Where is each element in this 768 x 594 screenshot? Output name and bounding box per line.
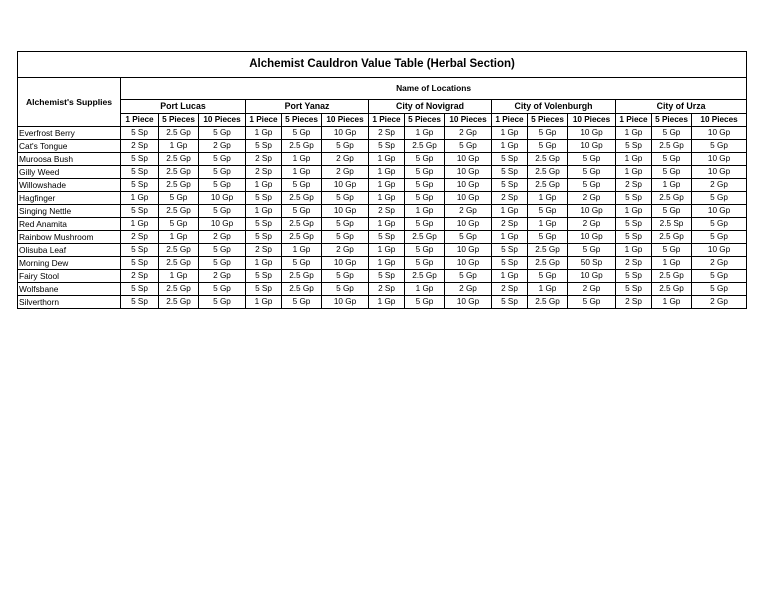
price-cell: 10 Gp: [692, 127, 747, 140]
price-cell: 5 Gp: [528, 270, 568, 283]
price-cell: 5 Gp: [405, 218, 445, 231]
price-cell: 2.5 Gp: [652, 192, 692, 205]
price-cell: 5 Sp: [121, 244, 159, 257]
price-cell: 10 Gp: [199, 218, 246, 231]
price-cell: 10 Gp: [568, 127, 616, 140]
price-cell: 5 Gp: [282, 127, 322, 140]
price-cell: 5 Gp: [199, 127, 246, 140]
price-cell: 10 Gp: [568, 270, 616, 283]
price-cell: 10 Gp: [445, 153, 492, 166]
table-title: Alchemist Cauldron Value Table (Herbal Section): [18, 52, 747, 78]
price-cell: 10 Gp: [445, 166, 492, 179]
price-cell: 5 Gp: [199, 244, 246, 257]
price-cell: 2 Gp: [199, 231, 246, 244]
supply-name: Everfrost Berry: [18, 127, 121, 140]
price-cell: 5 Sp: [492, 257, 528, 270]
price-cell: 5 Gp: [405, 179, 445, 192]
price-cell: 10 Gp: [568, 231, 616, 244]
supplies-column-header: Alchemist's Supplies: [18, 78, 121, 127]
price-cell: 2.5 Gp: [652, 231, 692, 244]
supply-name: Gilly Weed: [18, 166, 121, 179]
price-cell: 5 Gp: [528, 205, 568, 218]
location-header-city-of-volenburgh: City of Volenburgh: [492, 100, 616, 114]
price-cell: 5 Gp: [199, 153, 246, 166]
price-cell: 5 Gp: [528, 127, 568, 140]
price-cell: 2.5 Gp: [159, 244, 199, 257]
table-row: [18, 192, 747, 205]
price-cell: 10 Gp: [199, 192, 246, 205]
price-cell: 2 Sp: [492, 218, 528, 231]
price-cell: 2 Sp: [369, 205, 405, 218]
price-cell: 2.5 Gp: [282, 270, 322, 283]
price-cell: 5 Gp: [199, 166, 246, 179]
price-cell: 2.5 Gp: [282, 231, 322, 244]
price-cell: 2.5 Gp: [405, 270, 445, 283]
supply-name: Hagfinger: [18, 192, 121, 205]
price-cell: 5 Gp: [445, 231, 492, 244]
price-cell: 5 Gp: [568, 296, 616, 309]
price-cell: 5 Gp: [652, 244, 692, 257]
price-cell: 5 Sp: [246, 231, 282, 244]
price-cell: 5 Gp: [568, 244, 616, 257]
location-header-city-of-urza: City of Urza: [616, 100, 747, 114]
table-row: [18, 140, 747, 153]
location-header-city-of-novigrad: City of Novigrad: [369, 100, 492, 114]
price-cell: 5 Gp: [322, 231, 369, 244]
price-cell: 2.5 Gp: [159, 153, 199, 166]
table-row: [18, 231, 747, 244]
price-cell: 1 Gp: [369, 296, 405, 309]
price-cell: 5 Gp: [199, 257, 246, 270]
quantity-header: 5 Pieces: [528, 114, 568, 127]
price-cell: 5 Sp: [616, 283, 652, 296]
price-cell: 5 Sp: [616, 270, 652, 283]
price-cell: 5 Gp: [568, 166, 616, 179]
location-header-port-lucas: Port Lucas: [121, 100, 246, 114]
price-cell: 5 Sp: [616, 218, 652, 231]
price-cell: 5 Sp: [121, 179, 159, 192]
price-cell: 5 Gp: [199, 179, 246, 192]
price-cell: 2.5 Gp: [282, 140, 322, 153]
quantity-header: 10 Pieces: [445, 114, 492, 127]
supply-name: Rainbow Mushroom: [18, 231, 121, 244]
price-cell: 5 Gp: [322, 192, 369, 205]
price-cell: 1 Gp: [282, 244, 322, 257]
price-cell: 1 Gp: [616, 153, 652, 166]
table-row: [18, 153, 747, 166]
price-cell: 2 Gp: [322, 166, 369, 179]
price-cell: 5 Gp: [692, 140, 747, 153]
price-cell: 5 Sp: [246, 218, 282, 231]
price-cell: 2 Gp: [322, 153, 369, 166]
price-cell: 5 Gp: [405, 153, 445, 166]
price-cell: 5 Gp: [199, 205, 246, 218]
price-cell: 2.5 Gp: [159, 283, 199, 296]
price-cell: 5 Sp: [492, 153, 528, 166]
price-cell: 1 Gp: [492, 270, 528, 283]
price-cell: 2 Sp: [246, 244, 282, 257]
price-cell: 5 Gp: [692, 270, 747, 283]
price-cell: 2 Gp: [692, 179, 747, 192]
price-cell: 1 Gp: [369, 218, 405, 231]
price-cell: 5 Gp: [692, 218, 747, 231]
price-cell: 1 Gp: [492, 140, 528, 153]
price-cell: 1 Gp: [246, 296, 282, 309]
price-cell: 2 Gp: [445, 127, 492, 140]
price-cell: 1 Gp: [652, 296, 692, 309]
price-cell: 5 Gp: [652, 166, 692, 179]
quantity-header: 5 Pieces: [282, 114, 322, 127]
price-cell: 2.5 Gp: [159, 257, 199, 270]
quantity-header: 5 Pieces: [159, 114, 199, 127]
price-cell: 2.5 Gp: [528, 179, 568, 192]
price-cell: 5 Gp: [322, 140, 369, 153]
price-cell: 1 Gp: [616, 205, 652, 218]
price-cell: 2 Sp: [369, 127, 405, 140]
price-cell: 2.5 Gp: [282, 283, 322, 296]
quantity-header-row: [18, 114, 747, 127]
supply-name: Morning Dew: [18, 257, 121, 270]
price-cell: 5 Gp: [568, 179, 616, 192]
price-cell: 1 Gp: [246, 127, 282, 140]
price-cell: 2.5 Gp: [528, 166, 568, 179]
price-cell: 2 Sp: [616, 257, 652, 270]
price-cell: 1 Gp: [369, 244, 405, 257]
price-cell: 1 Gp: [405, 205, 445, 218]
price-cell: 10 Gp: [322, 127, 369, 140]
quantity-header: 10 Pieces: [568, 114, 616, 127]
price-cell: 2.5 Gp: [282, 192, 322, 205]
price-cell: 5 Sp: [369, 270, 405, 283]
table-row: [18, 166, 747, 179]
price-cell: 5 Sp: [492, 244, 528, 257]
price-cell: 2 Gp: [692, 257, 747, 270]
quantity-header: 10 Pieces: [692, 114, 747, 127]
price-cell: 5 Sp: [616, 140, 652, 153]
price-cell: 1 Gp: [492, 127, 528, 140]
quantity-header: 5 Pieces: [405, 114, 445, 127]
quantity-header: 1 Piece: [246, 114, 282, 127]
price-cell: 5 Sp: [492, 296, 528, 309]
price-cell: 1 Gp: [369, 166, 405, 179]
price-cell: 1 Gp: [159, 270, 199, 283]
price-cell: 2.5 Gp: [159, 179, 199, 192]
price-cell: 1 Gp: [405, 283, 445, 296]
price-cell: 5 Gp: [282, 179, 322, 192]
table-row: [18, 205, 747, 218]
price-cell: 2 Gp: [445, 205, 492, 218]
price-cell: 50 Sp: [568, 257, 616, 270]
price-cell: 10 Gp: [322, 257, 369, 270]
supply-name: Muroosa Bush: [18, 153, 121, 166]
table-row: [18, 296, 747, 309]
price-cell: 2 Gp: [322, 244, 369, 257]
price-cell: 1 Gp: [246, 179, 282, 192]
price-cell: 5 Gp: [159, 192, 199, 205]
price-cell: 2.5 Gp: [652, 283, 692, 296]
price-cell: 1 Gp: [159, 140, 199, 153]
price-cell: 2 Sp: [246, 166, 282, 179]
price-cell: 5 Gp: [282, 205, 322, 218]
price-cell: 2 Sp: [492, 283, 528, 296]
price-cell: 2 Sp: [369, 283, 405, 296]
price-cell: 2 Sp: [121, 140, 159, 153]
quantity-header: 10 Pieces: [322, 114, 369, 127]
price-cell: 5 Sp: [492, 179, 528, 192]
price-cell: 10 Gp: [445, 218, 492, 231]
price-cell: 10 Gp: [445, 179, 492, 192]
price-cell: 2 Gp: [568, 192, 616, 205]
price-cell: 5 Sp: [369, 140, 405, 153]
price-cell: 5 Sp: [616, 231, 652, 244]
price-cell: 5 Gp: [528, 140, 568, 153]
quantity-header: 1 Piece: [616, 114, 652, 127]
price-cell: 10 Gp: [692, 166, 747, 179]
price-cell: 2 Gp: [568, 218, 616, 231]
price-cell: 1 Gp: [369, 179, 405, 192]
price-cell: 5 Gp: [405, 166, 445, 179]
price-cell: 2 Gp: [199, 270, 246, 283]
price-cell: 2 Gp: [445, 283, 492, 296]
price-cell: 10 Gp: [445, 192, 492, 205]
price-cell: 5 Gp: [405, 257, 445, 270]
price-cell: 5 Gp: [568, 153, 616, 166]
supply-name: Olisuba Leaf: [18, 244, 121, 257]
price-cell: 10 Gp: [445, 257, 492, 270]
price-cell: 5 Gp: [445, 270, 492, 283]
price-cell: 1 Gp: [616, 127, 652, 140]
price-cell: 5 Gp: [282, 257, 322, 270]
price-cell: 2 Sp: [492, 192, 528, 205]
price-cell: 5 Gp: [405, 244, 445, 257]
price-cell: 1 Gp: [246, 257, 282, 270]
price-cell: 2.5 Gp: [528, 296, 568, 309]
price-cell: 2.5 Gp: [282, 218, 322, 231]
quantity-header: 1 Piece: [492, 114, 528, 127]
price-cell: 5 Sp: [246, 283, 282, 296]
price-cell: 2.5 Gp: [159, 296, 199, 309]
price-cell: 1 Gp: [492, 205, 528, 218]
table-row: [18, 283, 747, 296]
table-row: [18, 179, 747, 192]
price-cell: 10 Gp: [568, 140, 616, 153]
price-cell: 1 Gp: [405, 127, 445, 140]
price-cell: 1 Gp: [159, 231, 199, 244]
price-cell: 2.5 Gp: [159, 205, 199, 218]
supply-name: Red Anamita: [18, 218, 121, 231]
price-cell: 5 Sp: [246, 192, 282, 205]
quantity-header: 1 Piece: [121, 114, 159, 127]
quantity-header: 1 Piece: [369, 114, 405, 127]
price-cell: 2.5 Gp: [405, 140, 445, 153]
quantity-header: 5 Pieces: [652, 114, 692, 127]
locations-header: Name of Locations: [121, 78, 747, 100]
price-cell: 2.5 Gp: [652, 140, 692, 153]
price-cell: 5 Gp: [528, 231, 568, 244]
price-cell: 5 Gp: [199, 283, 246, 296]
price-cell: 5 Sp: [121, 153, 159, 166]
table-body: [18, 127, 747, 309]
price-cell: 1 Gp: [492, 231, 528, 244]
city-header-row: [18, 100, 747, 114]
price-cell: 2.5 Gp: [528, 153, 568, 166]
price-cell: 10 Gp: [692, 153, 747, 166]
price-cell: 2 Sp: [246, 153, 282, 166]
table-row: [18, 218, 747, 231]
price-cell: 1 Gp: [528, 192, 568, 205]
price-cell: 5 Gp: [692, 283, 747, 296]
supply-name: Silverthorn: [18, 296, 121, 309]
price-cell: 5 Gp: [692, 231, 747, 244]
price-cell: 5 Gp: [282, 296, 322, 309]
price-cell: 10 Gp: [692, 205, 747, 218]
price-cell: 10 Gp: [322, 296, 369, 309]
price-cell: 2.5 Gp: [405, 231, 445, 244]
supply-name: Cat's Tongue: [18, 140, 121, 153]
price-cell: 2.5 Gp: [159, 166, 199, 179]
price-cell: 2 Gp: [692, 296, 747, 309]
price-cell: 2 Sp: [121, 270, 159, 283]
price-cell: 5 Gp: [652, 153, 692, 166]
price-cell: 5 Sp: [121, 283, 159, 296]
price-cell: 5 Gp: [652, 205, 692, 218]
table-row: [18, 127, 747, 140]
price-cell: 2 Gp: [568, 283, 616, 296]
price-cell: 2.5 Gp: [528, 244, 568, 257]
table-row: [18, 244, 747, 257]
price-cell: 5 Sp: [246, 140, 282, 153]
supply-name: Willowshade: [18, 179, 121, 192]
price-cell: 5 Gp: [692, 192, 747, 205]
price-cell: 5 Gp: [445, 140, 492, 153]
price-cell: 5 Gp: [199, 296, 246, 309]
location-header-port-yanaz: Port Yanaz: [246, 100, 369, 114]
price-cell: 2.5 Gp: [159, 127, 199, 140]
price-cell: 5 Gp: [322, 270, 369, 283]
price-cell: 5 Sp: [246, 270, 282, 283]
price-cell: 5 Gp: [322, 218, 369, 231]
price-cell: 10 Gp: [445, 244, 492, 257]
price-cell: 2.5 Gp: [652, 270, 692, 283]
price-cell: 5 Sp: [121, 257, 159, 270]
table-row: [18, 270, 747, 283]
price-cell: 2 Gp: [199, 140, 246, 153]
price-cell: 5 Gp: [159, 218, 199, 231]
price-cell: 10 Gp: [322, 179, 369, 192]
price-cell: 5 Gp: [405, 296, 445, 309]
price-cell: 5 Gp: [652, 127, 692, 140]
value-table: [17, 51, 747, 309]
price-cell: 2.5 Gp: [528, 257, 568, 270]
price-cell: 1 Gp: [282, 166, 322, 179]
price-cell: 5 Sp: [121, 205, 159, 218]
price-cell: 1 Gp: [121, 192, 159, 205]
price-cell: 10 Gp: [322, 205, 369, 218]
supply-name: Fairy Stool: [18, 270, 121, 283]
supply-name: Wolfsbane: [18, 283, 121, 296]
supply-name: Singing Nettle: [18, 205, 121, 218]
price-cell: 10 Gp: [445, 296, 492, 309]
price-cell: 5 Sp: [121, 166, 159, 179]
price-cell: 5 Sp: [121, 296, 159, 309]
price-cell: 1 Gp: [121, 218, 159, 231]
price-cell: 10 Gp: [568, 205, 616, 218]
price-cell: 2.5 Sp: [652, 218, 692, 231]
table-row: [18, 257, 747, 270]
price-cell: 1 Gp: [652, 179, 692, 192]
price-cell: 5 Gp: [322, 283, 369, 296]
price-cell: 1 Gp: [528, 218, 568, 231]
price-cell: 2 Sp: [616, 179, 652, 192]
price-cell: 5 Sp: [369, 231, 405, 244]
price-cell: 1 Gp: [369, 153, 405, 166]
price-cell: 2 Sp: [121, 231, 159, 244]
price-cell: 1 Gp: [652, 257, 692, 270]
price-cell: 1 Gp: [282, 153, 322, 166]
price-cell: 1 Gp: [616, 166, 652, 179]
price-cell: 1 Gp: [528, 283, 568, 296]
price-cell: 2 Sp: [616, 296, 652, 309]
price-cell: 5 Sp: [121, 127, 159, 140]
price-cell: 1 Gp: [369, 192, 405, 205]
price-cell: 5 Gp: [405, 192, 445, 205]
price-cell: 5 Sp: [616, 192, 652, 205]
price-cell: 1 Gp: [369, 257, 405, 270]
quantity-header: 10 Pieces: [199, 114, 246, 127]
price-cell: 5 Sp: [492, 166, 528, 179]
price-cell: 1 Gp: [616, 244, 652, 257]
price-cell: 1 Gp: [246, 205, 282, 218]
price-cell: 10 Gp: [692, 244, 747, 257]
